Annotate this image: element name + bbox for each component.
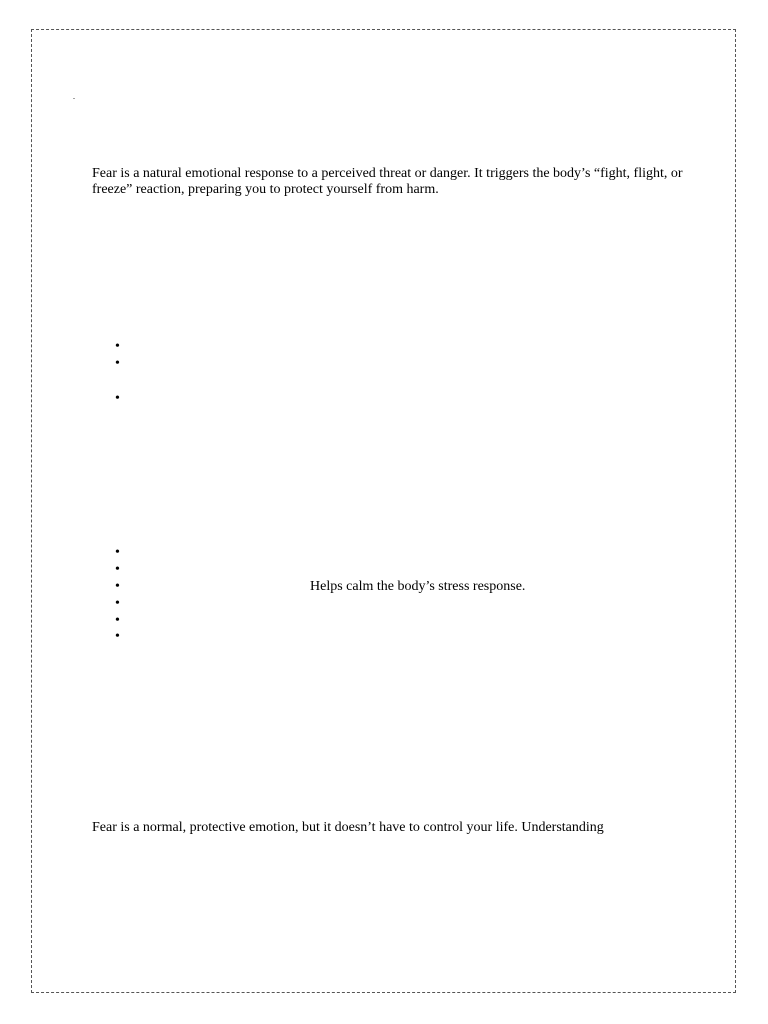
bullet-marker: •	[115, 579, 120, 594]
bullet-marker: •	[115, 356, 120, 371]
bullet-marker: •	[115, 629, 120, 644]
conclusion-paragraph: Fear is a normal, protective emotion, but it doesn’t have to control your life. Understanding	[92, 820, 604, 835]
list-item-text: Helps calm the body’s stress response.	[310, 579, 526, 594]
bullet-marker: •	[115, 596, 120, 611]
bullet-marker: •	[115, 562, 120, 577]
bullet-marker: •	[115, 339, 120, 354]
stray-dot-mark: .	[73, 92, 75, 101]
bullet-marker: •	[115, 613, 120, 628]
bullet-marker: •	[115, 391, 120, 406]
bullet-marker: •	[115, 545, 120, 560]
intro-paragraph: Fear is a natural emotional response to a perceived threat or danger. It triggers the body’s “fight, flight, or freeze” reaction, preparing you to protect yourself from harm.	[92, 166, 683, 197]
